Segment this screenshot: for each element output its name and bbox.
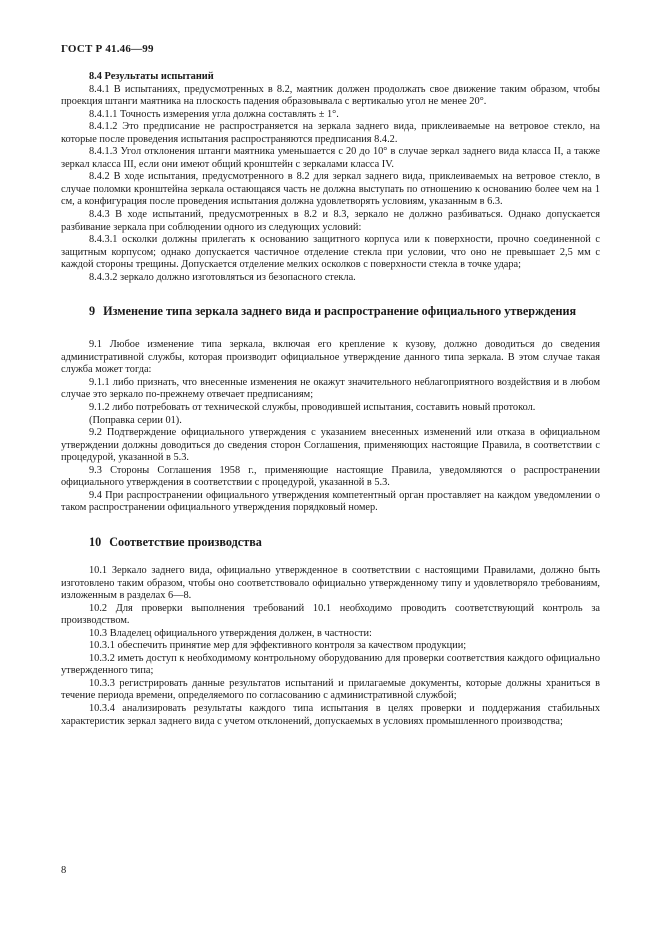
paragraph-10-1: 10.1 Зеркало заднего вида, официально утвержденное в соответствии с настоящими Правилами, должно быть изготовлено таким образом, чтобы оно соответствовало официально утвержденному типу и удовлетворяло требованиям, изложенным в разделах 6—8.	[61, 564, 600, 602]
section-title-10-text: Соответствие производства	[109, 534, 262, 549]
paragraph-8-4-2: 8.4.2 В ходе испытания, предусмотренного в 8.2 для зеркал заднего вида, приклеиваемых на ветровое стекло, в случае поломки кронштейна зеркала остающаяся часть не должна выступать по отношению к основанию более чем на 1 см, а конфигурация после проведения испытания должна удовлетворять условиям, указанным в 6.3.	[61, 171, 600, 208]
section-number-9: 9	[89, 304, 96, 319]
paragraph-8-4-1: 8.4.1 В испытаниях, предусмотренных в 8.2, маятник должен продолжать свое движение таким образом, чтобы проекция штанги маятника на плоскость падения образовывала с вертикалью угол не менее 20°.	[61, 83, 600, 108]
paragraph-10-3-2: 10.3.2 иметь доступ к необходимому контрольному оборудованию для проверки соответствия каждого официально утвержденного типа;	[61, 652, 600, 677]
paragraph-8-4-1-3: 8.4.1.3 Угол отклонения штанги маятника уменьшается с 20 до 10° в случае зеркал заднего вида класса II, а также зеркал класса III, если они имеют общий кронштейн с зеркалами класса IV.	[61, 146, 600, 170]
paragraph-10-3-3: 10.3.3 регистрировать данные результатов испытаний и прилагаемые документы, которые должны храниться в течение периода времени, определяемого по согласованию с административной службой;	[61, 677, 600, 702]
section-number-10: 10	[89, 534, 102, 549]
paragraph-10-3-1: 10.3.1 обеспечить принятие мер для эффективного контроля за качеством продукции;	[89, 640, 467, 652]
paragraph-10-3-4: 10.3.4 анализировать результаты каждого типа испытания в целях проверки и поддержания стабильных характеристик зеркал заднего вида с учетом отклонений, допускаемых в условиях промышленного производства;	[61, 702, 600, 727]
page-content	[61, 71, 600, 728]
paragraph-9-4: 9.4 При распространении официального утверждения компетентный орган проставляет на каждом уведомлении о таком распространении официального утверждения порядковый номер.	[61, 489, 600, 514]
paragraph-9-1-2: 9.1.2 либо потребовать от технической службы, проводившей испытания, составить новый протокол.	[89, 402, 536, 414]
section-title-9-text: Изменение типа зеркала заднего вида и распространение официального утверждения	[103, 304, 577, 319]
paragraph-10-2: 10.2 Для проверки выполнения требований 10.1 необходимо проводить соответствующий контроль за производством.	[61, 602, 600, 627]
section-title-10	[61, 535, 600, 550]
paragraph-9-3: 9.3 Стороны Соглашения 1958 г., применяющие настоящие Правила, уведомляются о распространении официального утверждения в соответствии с процедурой, указанной в 5.3.	[61, 464, 600, 489]
paragraph-10-3: 10.3 Владелец официального утверждения должен, в частности:	[89, 627, 372, 639]
paragraph-9-1: 9.1 Любое изменение типа зеркала, включая его крепление к кузову, должно доводиться до сведения административной службы, которая производит официальное утверждение данного типа зеркала. В этом случае такая служба может тогда:	[61, 339, 600, 376]
paragraph-9-1-1: 9.1.1 либо признать, что внесенные изменения не окажут значительного неблагоприятного воздействия и в любом случае это зеркало по-прежнему отвечает предписаниям;	[61, 376, 600, 401]
amendment-note: (Поправка серии 01).	[89, 414, 182, 426]
subsection-title-8-4: 8.4 Результаты испытаний	[89, 71, 214, 82]
page-number: 8	[61, 865, 67, 876]
paragraph-8-4-3: 8.4.3 В ходе испытаний, предусмотренных в 8.2 и 8.3, зеркало не должно разбиваться. Однако допускается разбивание зеркала при соблюдении одного из следующих условий:	[61, 209, 600, 233]
paragraph-8-4-3-2: 8.4.3.2 зеркало должно изготовляться из безопасного стекла.	[89, 271, 356, 283]
paragraph-8-4-3-1: 8.4.3.1 осколки должны прилегать к основанию защитного корпуса или к поверхности, прочно соединенной с защитным корпусом; однако допускается частичное отделение стекла при условии, что оно не превышает 2,5 мм с каждой стороны трещины. Допускается отделение мелких осколков с поверхности стекла в точке удара;	[61, 234, 600, 271]
paragraph-9-2: 9.2 Подтверждение официального утверждения с указанием внесенных изменений или отказа в официальном утверждении должны доводиться до сведения сторон Соглашения, применяющих настоящие Правила, в соответствии с процедурой, указанной в 5.3.	[61, 427, 600, 464]
section-title-9	[61, 304, 600, 319]
document-code-header: ГОСТ Р 41.46—99	[61, 43, 154, 55]
paragraph-8-4-1-2: 8.4.1.2 Это предписание не распространяется на зеркала заднего вида, приклеиваемые на ветровое стекло, на которые после проведения испытания распространяются предписания 8.4.2.	[61, 121, 600, 145]
paragraph-8-4-1-1: 8.4.1.1 Точность измерения угла должна составлять ± 1°.	[89, 108, 339, 120]
